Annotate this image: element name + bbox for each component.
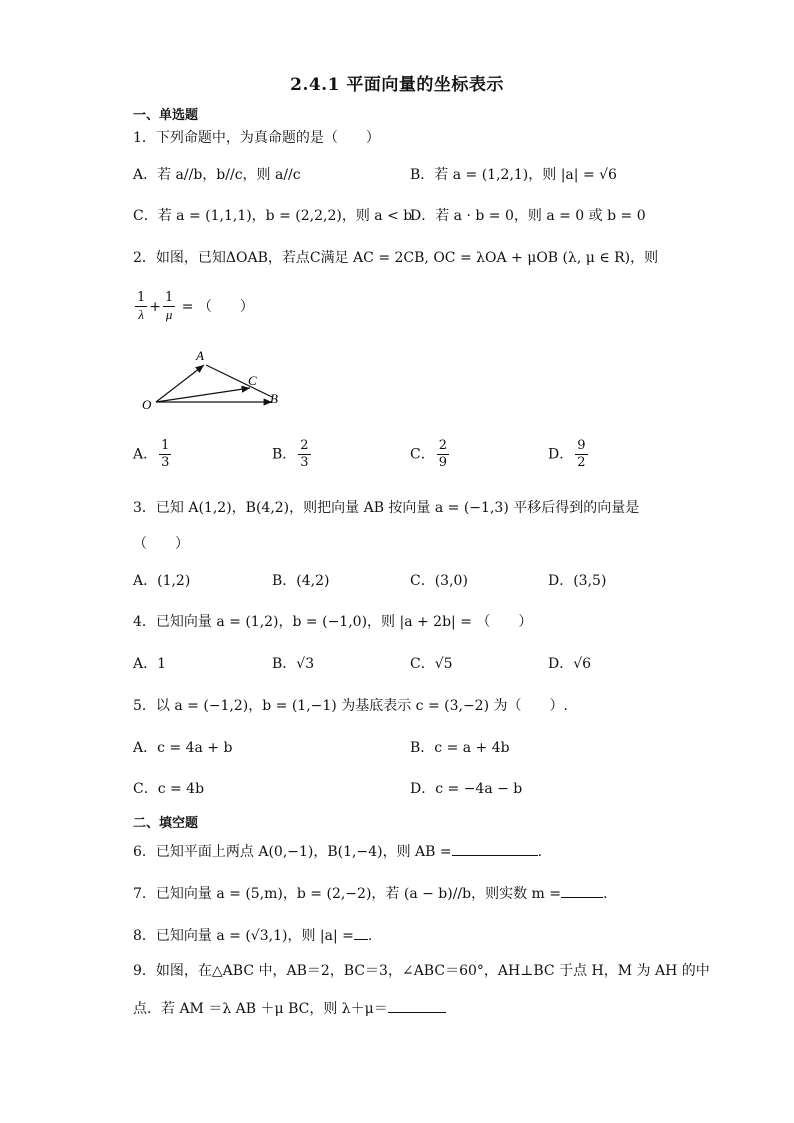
question-5-option-d: D．c = −4a − b [410,781,523,797]
question-2-option-c: C． $\frac{2}{9}$ [410,438,447,470]
fraction-one-over-mu: $\frac{1}{\mu}$ [165,290,174,322]
question-1-option-a: A．若 a//b，b//c，则 a//c [133,167,301,183]
question-3-option-c: C．(3,0) [410,573,468,589]
label-b: B [270,391,278,406]
question-7-answer-blank[interactable] [561,883,603,898]
section-heading-single-choice: 一、单选题 [133,108,199,123]
question-5-option-b: B．c = a + 4b [410,740,510,756]
question-2-expression: $\frac{1}{\lambda}$ + $\frac{1}{\mu}$ = （ ） [137,290,254,322]
question-1-stem: 1．下列命题中，为真命题的是（ ） [133,130,380,146]
question-6-stem: 6．已知平面上两点 A(0,−1)，B(1,−4)，则 AB = [133,844,452,860]
question-4-option-c: C．√5 [410,656,453,672]
question-3-paren: （ ） [133,536,189,552]
segment-ab [206,365,272,397]
question-2-option-b: B． $\frac{2}{3}$ [272,438,309,470]
question-8-answer-blank[interactable] [354,925,368,940]
question-2-option-d: D． $\frac{9}{2}$ [548,438,586,470]
question-5-stem: 5．以 a = (−1,2)，b = (1,−1) 为基底表示 c = (3,−2) 为（ ）. [133,698,568,714]
question-8-stem: 8．已知向量 a = (√3,1)，则 |a| = [133,928,354,944]
question-3-option-a: A．(1,2) [133,573,191,589]
question-8: 8．已知向量 a = (√3,1)，则 |a| = . [133,925,372,946]
question-4-option-a: A．1 [133,656,167,672]
question-2-stem: 2．如图，已知ΔOAB，若点C满足 AC = 2CB, OC = λOA + μOB (λ, μ ∈ R)，则 [133,250,659,266]
section-heading-fill-in: 二、填空题 [133,816,199,831]
question-3-option-b: B．(4,2) [272,573,330,589]
page-title: 2.4.1 平面向量的坐标表示 [290,75,504,95]
question-6: 6．已知平面上两点 A(0,−1)，B(1,−4)，则 AB = . [133,841,542,862]
question-2-tail: = （ ） [181,299,254,315]
question-3-stem: 3．已知 A(1,2)，B(4,2)，则把向量 AB 按向量 a = (−1,3) 平移后得到的向量是 [133,500,640,516]
question-9-line-1: 9．如图，在△ABC 中，AB＝2，BC＝3，∠ABC＝60°，AH⊥BC 于点 H，M 为 AH 的中 [133,963,710,979]
label-o: O [142,397,152,412]
question-2-option-a: A． $\frac{1}{3}$ [133,438,170,470]
question-1-option-c: C．若 a = (1,1,1)，b = (2,2,2)，则 a < b [133,208,413,224]
question-7: 7．已知向量 a = (5,m)，b = (2,−2)，若 (a − b)//b，则实数 m = . [133,883,607,904]
question-9-line-2: 点．若 AM ＝λ AB ＋μ BC，则 λ＋μ＝ [133,998,446,1019]
question-4-option-b: B．√3 [272,656,315,672]
question-5-option-c: C．c = 4b [133,781,205,797]
triangle-oab-figure [140,345,290,420]
question-4-option-d: D．√6 [548,656,592,672]
question-7-stem: 7．已知向量 a = (5,m)，b = (2,−2)，若 (a − b)//b，则实数 m = [133,886,562,902]
question-6-answer-blank[interactable] [452,841,538,856]
question-5-option-a: A．c = 4a + b [133,740,233,756]
label-c: C [248,373,257,388]
label-a: A [196,348,204,363]
question-4-stem: 4．已知向量 a = (1,2)，b = (−1,0)，则 |a + 2b| = （ ） [133,614,533,630]
fraction-one-over-lambda: $\frac{1}{\lambda}$ [137,290,146,322]
question-1-option-b: B．若 a = (1,2,1)，则 |a| = √6 [410,167,617,183]
question-1-option-d: D．若 a · b = 0，则 a = 0 或 b = 0 [410,208,646,224]
question-3-option-d: D．(3,5) [548,573,607,589]
question-9-answer-blank[interactable] [388,998,446,1013]
vector-oc [156,388,250,402]
